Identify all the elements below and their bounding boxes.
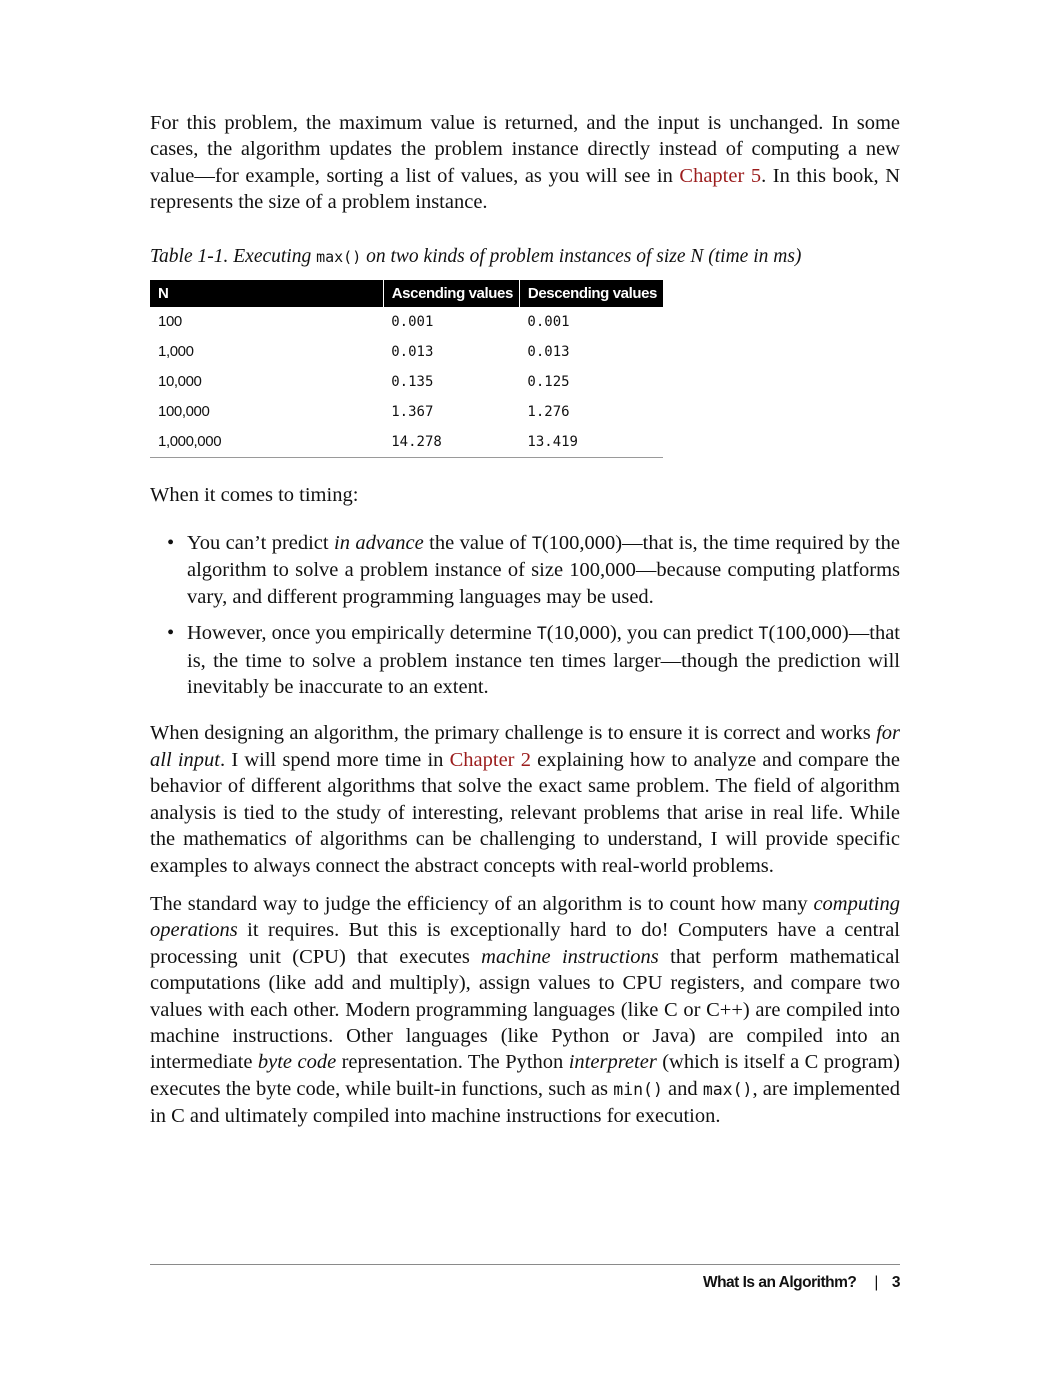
timing-table	[150, 280, 663, 458]
table-header-row	[150, 280, 663, 307]
footer-separator: |	[874, 1274, 878, 1291]
emphasis-text: computing operations	[150, 892, 900, 942]
cell-descending: 1.276	[527, 403, 570, 420]
inline-code: min()	[613, 1079, 663, 1099]
list-item	[167, 620, 901, 700]
cell-n: 1,000	[158, 343, 194, 361]
paragraph-text: (which is itself a C program) executes the byte code, while built-in functions, such as	[150, 1051, 901, 1100]
cell-n: 10,000	[158, 373, 202, 391]
emphasis-text: in advance	[334, 532, 424, 555]
paragraph-text: , are implemented in C and ultimately compiled into machine instructions for execution.	[150, 1077, 900, 1128]
emphasis-text: for all input	[150, 722, 900, 771]
cell-ascending: 0.135	[391, 373, 434, 390]
table-row	[150, 337, 663, 367]
footer-rule	[150, 1264, 900, 1265]
paragraph-text: For this problem, the maximum value is returned, and the input is unchanged. In some cases, the algorithm updates the problem instance directly instead of computing a new value—for example, sorting a list of values, as you will see in	[150, 112, 900, 187]
cell-descending: 0.013	[527, 343, 570, 360]
column-header-ascending: Ascending values	[383, 280, 519, 307]
cell-ascending: 1.367	[391, 403, 434, 420]
list-item	[167, 530, 900, 610]
list-text: (100,000)—that is, the time to solve a problem instance ten times larger—though the prediction will inevitably be inaccurate to an extent.	[187, 622, 901, 699]
table-row	[150, 307, 663, 337]
paragraph-text: explaining how to analyze and compare the behavior of different algorithms that solve the exact same problem. The field of algorithm analysis is tied to the study of interesting, relevant problems that arise in real life. While the mathematics of algorithms can be challenging to understand, I will provide specific examples to always connect the abstract concepts with real-world problems.	[150, 748, 900, 877]
bullet-icon: •	[167, 532, 175, 555]
paragraph-design	[150, 720, 900, 878]
page-footer	[150, 1272, 900, 1294]
timing-bullet-list	[150, 530, 900, 700]
page-body	[150, 110, 900, 1130]
table-caption	[150, 244, 900, 270]
paragraph-text: The standard way to judge the efficiency of an algorithm is to count how many	[150, 892, 814, 915]
caption-text: Table 1-1. Executing	[150, 245, 317, 267]
paragraph-text: . I will spend more time in	[220, 748, 450, 771]
table-row	[150, 427, 663, 458]
page-number: 3	[891, 1274, 900, 1291]
list-text: However, once you empirically determine	[187, 622, 537, 645]
inline-code: T	[758, 624, 769, 644]
emphasis-text: machine instructions	[481, 945, 659, 968]
paragraph-text: representation. The Python	[336, 1051, 569, 1074]
table-row	[150, 367, 663, 397]
cell-ascending: 0.001	[391, 313, 434, 330]
bullet-icon: •	[167, 622, 175, 645]
footer-section-title: What Is an Algorithm?	[702, 1274, 857, 1291]
column-header-descending: Descending values	[519, 280, 663, 307]
caption-text: on two kinds of problem instances of size N (time in ms)	[361, 245, 802, 267]
paragraph-intro	[150, 110, 900, 216]
cell-ascending: 14.278	[391, 433, 442, 450]
cell-ascending: 0.013	[391, 343, 434, 360]
table-row	[150, 397, 663, 427]
inline-code: T	[536, 624, 547, 644]
cell-n: 1,000,000	[158, 433, 222, 451]
emphasis-text: interpreter	[568, 1051, 657, 1074]
chapter-2-link[interactable]: Chapter 2	[449, 748, 531, 771]
emphasis-text: byte code	[257, 1051, 337, 1074]
list-text: (100,000)—that is, the time required by the algorithm to solve a problem instance of size 100,000—because computing platforms vary, and different programming languages may be used.	[187, 532, 900, 608]
paragraph-text: it requires. But this is exceptionally hard to do! Computers have a central processing unit (CPU) that executes	[150, 919, 900, 968]
paragraph-text: When designing an algorithm, the primary challenge is to ensure it is correct and works	[150, 722, 877, 745]
cell-descending: 0.125	[527, 373, 570, 390]
list-text: (10,000), you can predict	[546, 622, 759, 645]
cell-n: 100	[158, 313, 182, 331]
caption-code: max()	[316, 247, 362, 266]
paragraph-text: . In this book, N represents the size of a problem instance.	[150, 164, 900, 214]
paragraph-efficiency	[150, 891, 900, 1130]
list-text: the value of	[423, 532, 532, 555]
inline-code: max()	[702, 1079, 753, 1099]
paragraph-text: that perform mathematical computations (like add and multiply), assign values to CPU registers, and compare two values with each other. Modern programming languages (like C or C++) are compiled into machine instructions. Other languages (like Python or Java) are compiled into an intermediate	[150, 945, 901, 1074]
cell-descending: 0.001	[527, 313, 570, 330]
paragraph-timing-intro: When it comes to timing:	[150, 483, 359, 506]
cell-n: 100,000	[158, 403, 210, 421]
cell-descending: 13.419	[527, 433, 578, 450]
inline-code: T	[531, 534, 542, 554]
list-text: You can’t predict	[187, 532, 335, 555]
column-header-n: N	[150, 280, 383, 307]
chapter-5-link[interactable]: Chapter 5	[679, 164, 762, 187]
paragraph-text: and	[662, 1077, 703, 1100]
